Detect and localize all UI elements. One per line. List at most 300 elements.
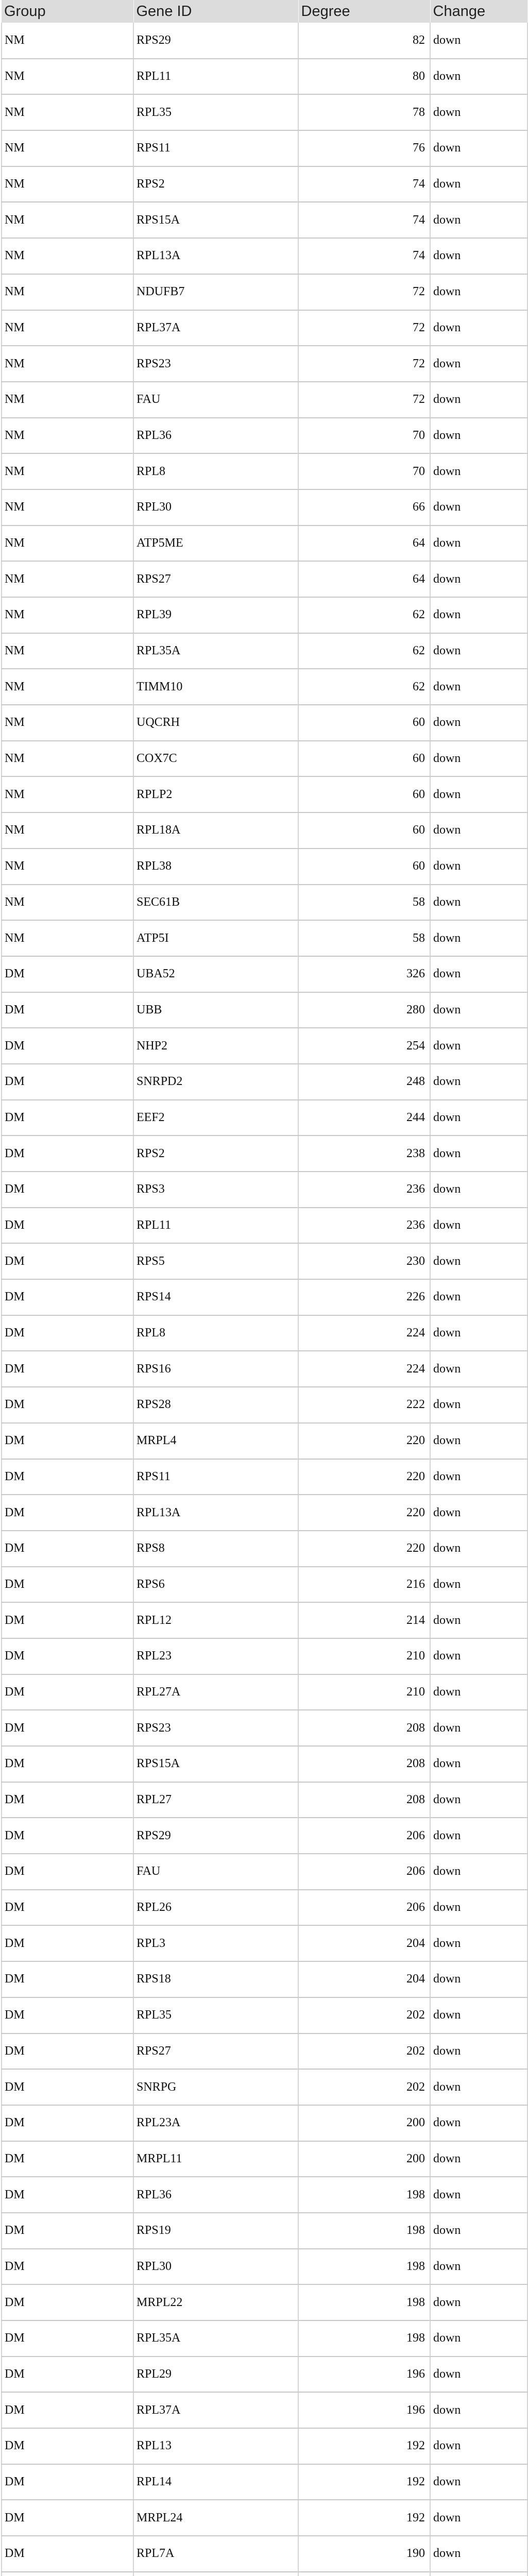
data-table [1, 0, 528, 2576]
cell-gene-id: NDUFB7 [133, 274, 298, 310]
table-row [2, 1567, 527, 1603]
cell-degree: 196 [298, 2392, 430, 2428]
cell-change: down [430, 2284, 527, 2320]
cell-degree [298, 2572, 430, 2576]
cell-degree: 60 [298, 812, 430, 849]
cell-degree: 58 [298, 920, 430, 956]
cell-group: DM [2, 2105, 133, 2141]
cell-change: down [430, 1136, 527, 1172]
cell-gene-id: RPS11 [133, 130, 298, 166]
cell-change: down [430, 956, 527, 992]
cell-degree: 236 [298, 1172, 430, 1208]
cell-gene-id: SNRPD2 [133, 1064, 298, 1100]
table-row [2, 526, 527, 562]
cell-group: NM [2, 238, 133, 274]
cell-degree: 230 [298, 1243, 430, 1279]
cell-gene-id: RPS6 [133, 1567, 298, 1603]
cell-change: down [430, 526, 527, 562]
cell-gene-id: SEC61B [133, 885, 298, 921]
cell-group: NM [2, 202, 133, 238]
cell-gene-id: ATP5I [133, 920, 298, 956]
cell-group: NM [2, 633, 133, 669]
cell-change: down [430, 885, 527, 921]
cell-gene-id: NHP2 [133, 1028, 298, 1064]
cell-degree: 60 [298, 741, 430, 777]
table-row [2, 2500, 527, 2536]
cell-change: down [430, 849, 527, 885]
cell-degree: 200 [298, 2141, 430, 2177]
cell-gene-id: MRPL22 [133, 2284, 298, 2320]
cell-change: down [430, 1423, 527, 1459]
table-row [2, 1243, 527, 1279]
cell-gene-id: RPL38 [133, 849, 298, 885]
cell-group: NM [2, 776, 133, 812]
cell-gene-id: RPS11 [133, 1459, 298, 1495]
cell-gene-id: RPS8 [133, 1531, 298, 1567]
cell-change: down [430, 1531, 527, 1567]
cell-group: NM [2, 59, 133, 95]
cell-group: DM [2, 1459, 133, 1495]
cell-gene-id: TIMM10 [133, 669, 298, 705]
cell-group: DM [2, 1531, 133, 1567]
table-row [2, 1710, 527, 1746]
cell-degree: 72 [298, 346, 430, 382]
cell-degree: 204 [298, 1961, 430, 1997]
table-row [2, 453, 527, 489]
table-row [2, 741, 527, 777]
cell-degree: 214 [298, 1602, 430, 1638]
cell-degree: 192 [298, 2428, 430, 2464]
cell-change: down [430, 705, 527, 741]
cell-group: NM [2, 705, 133, 741]
column-header-degree: Degree [298, 0, 430, 23]
cell-degree: 208 [298, 1746, 430, 1782]
cell-group: NM [2, 418, 133, 454]
cell-change: down [430, 597, 527, 633]
cell-change: down [430, 166, 527, 202]
cell-group: DM [2, 2249, 133, 2285]
cell-gene-id: RPLP2 [133, 776, 298, 812]
table-row [2, 94, 527, 130]
cell-change: down [430, 1746, 527, 1782]
table-row [2, 1100, 527, 1136]
cell-group: DM [2, 1028, 133, 1064]
cell-group: NM [2, 310, 133, 346]
table-row [2, 1495, 527, 1531]
cell-gene-id: EEF2 [133, 1100, 298, 1136]
cell-change: down [430, 1890, 527, 1926]
cell-gene-id: RPL27 [133, 1782, 298, 1818]
cell-degree: 206 [298, 1890, 430, 1926]
cell-degree: 200 [298, 2105, 430, 2141]
cell-gene-id: RPL30 [133, 489, 298, 526]
cell-group: NM [2, 669, 133, 705]
cell-group: DM [2, 1818, 133, 1854]
cell-group: DM [2, 1172, 133, 1208]
cell-change: down [430, 346, 527, 382]
table-row [2, 812, 527, 849]
cell-gene-id: RPL11 [133, 1208, 298, 1244]
table-row [2, 1674, 527, 1710]
cell-degree: 216 [298, 1567, 430, 1603]
table-row [2, 1028, 527, 1064]
table-row [2, 274, 527, 310]
table-row [2, 1459, 527, 1495]
cell-degree: 202 [298, 1997, 430, 2033]
cell-group: DM [2, 1710, 133, 1746]
cell-change [430, 2572, 527, 2576]
cell-gene-id: RPS29 [133, 1818, 298, 1854]
cell-degree: 78 [298, 94, 430, 130]
cell-degree: 198 [298, 2213, 430, 2249]
cell-gene-id [133, 2572, 298, 2576]
cell-gene-id: RPL35 [133, 1997, 298, 2033]
cell-degree: 74 [298, 166, 430, 202]
table-row [2, 1208, 527, 1244]
cell-group: NM [2, 94, 133, 130]
cell-gene-id: RPL37A [133, 2392, 298, 2428]
table-row [2, 1638, 527, 1674]
cell-change: down [430, 1387, 527, 1423]
table-row [2, 992, 527, 1028]
cell-gene-id: RPL39 [133, 597, 298, 633]
cell-degree: 70 [298, 453, 430, 489]
table-row [2, 2105, 527, 2141]
table-row [2, 130, 527, 166]
cell-change: down [430, 2392, 527, 2428]
cell-degree: 224 [298, 1315, 430, 1351]
cell-gene-id: RPS5 [133, 1243, 298, 1279]
cell-change: down [430, 1459, 527, 1495]
cell-change: down [430, 310, 527, 346]
cell-change: down [430, 1782, 527, 1818]
cell-group: DM [2, 2536, 133, 2572]
cell-gene-id: RPL35A [133, 2320, 298, 2357]
cell-degree: 64 [298, 561, 430, 597]
cell-degree: 62 [298, 633, 430, 669]
cell-change: down [430, 23, 527, 59]
cell-group: DM [2, 2428, 133, 2464]
cell-gene-id: UBB [133, 992, 298, 1028]
cell-group: NM [2, 885, 133, 921]
cell-gene-id: RPL36 [133, 2177, 298, 2213]
cell-change: down [430, 1925, 527, 1961]
cell-degree: 220 [298, 1459, 430, 1495]
cell-gene-id: RPS14 [133, 1279, 298, 1315]
cell-group: NM [2, 849, 133, 885]
cell-gene-id: RPS23 [133, 1710, 298, 1746]
cell-gene-id: RPL8 [133, 1315, 298, 1351]
cell-gene-id: MRPL4 [133, 1423, 298, 1459]
table-row [2, 382, 527, 418]
cell-group: DM [2, 2141, 133, 2177]
table-row [2, 849, 527, 885]
cell-group: DM [2, 1890, 133, 1926]
cell-gene-id: RPS27 [133, 2033, 298, 2070]
cell-degree: 198 [298, 2249, 430, 2285]
cell-gene-id: FAU [133, 1854, 298, 1890]
cell-group: DM [2, 2320, 133, 2357]
table-row [2, 2428, 527, 2464]
cell-change: down [430, 382, 527, 418]
cell-group: NM [2, 346, 133, 382]
table-row [2, 1890, 527, 1926]
cell-degree: 220 [298, 1423, 430, 1459]
cell-group: DM [2, 1674, 133, 1710]
cell-change: down [430, 992, 527, 1028]
cell-degree: 326 [298, 956, 430, 992]
table-row [2, 2033, 527, 2070]
cell-gene-id: RPL36 [133, 418, 298, 454]
cell-degree: 72 [298, 382, 430, 418]
cell-gene-id: RPL14 [133, 2464, 298, 2500]
cell-degree: 248 [298, 1064, 430, 1100]
cell-change: down [430, 1028, 527, 1064]
cell-gene-id: RPL35 [133, 94, 298, 130]
cell-group: DM [2, 1100, 133, 1136]
cell-change: down [430, 238, 527, 274]
cell-degree: 62 [298, 669, 430, 705]
cell-group: NM [2, 382, 133, 418]
cell-group: NM [2, 489, 133, 526]
cell-gene-id: RPL23A [133, 2105, 298, 2141]
cell-degree: 208 [298, 1710, 430, 1746]
cell-change: down [430, 59, 527, 95]
cell-group: NM [2, 812, 133, 849]
cell-group: NM [2, 920, 133, 956]
cell-change: down [430, 2177, 527, 2213]
cell-gene-id: RPL27A [133, 1674, 298, 1710]
cell-change: down [430, 1172, 527, 1208]
table-row [2, 1961, 527, 1997]
cell-change: down [430, 2213, 527, 2249]
cell-change: down [430, 1351, 527, 1387]
cell-degree: 224 [298, 1351, 430, 1387]
table-row [2, 202, 527, 238]
table-row [2, 705, 527, 741]
cell-gene-id: RPL13 [133, 2428, 298, 2464]
cell-group: NM [2, 274, 133, 310]
cell-gene-id: COX7C [133, 741, 298, 777]
cell-gene-id: RPL13A [133, 1495, 298, 1531]
table-row [2, 956, 527, 992]
cell-change: down [430, 1315, 527, 1351]
cell-degree: 80 [298, 59, 430, 95]
cell-group: DM [2, 1423, 133, 1459]
cell-degree: 226 [298, 1279, 430, 1315]
cell-group [2, 2572, 133, 2576]
cell-change: down [430, 274, 527, 310]
cell-gene-id: RPL11 [133, 59, 298, 95]
cell-degree: 72 [298, 310, 430, 346]
cell-degree: 210 [298, 1674, 430, 1710]
table-row [2, 418, 527, 454]
cell-change: down [430, 1674, 527, 1710]
cell-change: down [430, 1961, 527, 1997]
cell-change: down [430, 2033, 527, 2070]
cell-change: down [430, 2105, 527, 2141]
table-row [2, 1997, 527, 2033]
cell-group: DM [2, 1746, 133, 1782]
cell-degree: 208 [298, 1782, 430, 1818]
cell-degree: 74 [298, 202, 430, 238]
table-row [2, 1423, 527, 1459]
cell-degree: 196 [298, 2357, 430, 2393]
table-row [2, 2392, 527, 2428]
cell-group: DM [2, 1638, 133, 1674]
table-row [2, 489, 527, 526]
cell-gene-id: UBA52 [133, 956, 298, 992]
cell-group: NM [2, 561, 133, 597]
cell-group: NM [2, 130, 133, 166]
cell-change: down [430, 453, 527, 489]
cell-degree: 244 [298, 1100, 430, 1136]
cell-degree: 204 [298, 1925, 430, 1961]
cell-group: DM [2, 1782, 133, 1818]
table-row [2, 2177, 527, 2213]
cell-degree: 70 [298, 418, 430, 454]
table-row [2, 310, 527, 346]
cell-change: down [430, 2464, 527, 2500]
cell-degree: 64 [298, 526, 430, 562]
cell-degree: 220 [298, 1531, 430, 1567]
cell-group: DM [2, 1136, 133, 1172]
table-row [2, 1279, 527, 1315]
cell-group: DM [2, 1064, 133, 1100]
table-row [2, 669, 527, 705]
cell-group: DM [2, 2284, 133, 2320]
cell-change: down [430, 2249, 527, 2285]
cell-gene-id: RPS2 [133, 166, 298, 202]
table-row [2, 1387, 527, 1423]
cell-change: down [430, 1997, 527, 2033]
cell-group: DM [2, 1997, 133, 2033]
table-row [2, 2320, 527, 2357]
cell-degree: 72 [298, 274, 430, 310]
cell-degree: 58 [298, 885, 430, 921]
cell-group: DM [2, 1351, 133, 1387]
cell-group: DM [2, 1208, 133, 1244]
table-row [2, 561, 527, 597]
cell-gene-id: RPL7A [133, 2536, 298, 2572]
cell-gene-id: UQCRH [133, 705, 298, 741]
cell-group: DM [2, 2033, 133, 2070]
cell-degree: 66 [298, 489, 430, 526]
cell-change: down [430, 1602, 527, 1638]
cell-degree: 206 [298, 1854, 430, 1890]
cell-change: down [430, 489, 527, 526]
cell-gene-id: RPS28 [133, 1387, 298, 1423]
cell-change: down [430, 1638, 527, 1674]
table-row [2, 2069, 527, 2105]
table-row [2, 2464, 527, 2500]
cell-degree: 60 [298, 849, 430, 885]
cell-change: down [430, 741, 527, 777]
cell-change: down [430, 418, 527, 454]
cell-degree: 206 [298, 1818, 430, 1854]
cell-group: DM [2, 1243, 133, 1279]
cell-group: DM [2, 992, 133, 1028]
table-row [2, 2357, 527, 2393]
table-row [2, 1854, 527, 1890]
cell-change: down [430, 94, 527, 130]
cell-group: DM [2, 1961, 133, 1997]
table-row [2, 1064, 527, 1100]
cell-change: down [430, 812, 527, 849]
table-row [2, 23, 527, 59]
cell-change: down [430, 1243, 527, 1279]
cell-group: DM [2, 1602, 133, 1638]
cell-degree: 192 [298, 2500, 430, 2536]
cell-group: DM [2, 2213, 133, 2249]
column-header-group: Group [2, 0, 133, 23]
cell-degree: 62 [298, 597, 430, 633]
cell-change: down [430, 1495, 527, 1531]
table-row [2, 238, 527, 274]
cell-gene-id: RPL18A [133, 812, 298, 849]
cell-group: NM [2, 597, 133, 633]
cell-gene-id: RPS27 [133, 561, 298, 597]
table-row [2, 1818, 527, 1854]
cell-gene-id: RPL35A [133, 633, 298, 669]
cell-degree: 198 [298, 2284, 430, 2320]
cell-change: down [430, 1567, 527, 1603]
table-row [2, 166, 527, 202]
cell-gene-id: RPS19 [133, 2213, 298, 2249]
cell-gene-id: MRPL24 [133, 2500, 298, 2536]
cell-gene-id: RPS29 [133, 23, 298, 59]
table-row [2, 776, 527, 812]
cell-gene-id: RPL23 [133, 1638, 298, 1674]
cell-degree: 74 [298, 238, 430, 274]
table-row [2, 2572, 527, 2576]
cell-degree: 254 [298, 1028, 430, 1064]
cell-change: down [430, 2357, 527, 2393]
table-row [2, 346, 527, 382]
table-row [2, 1531, 527, 1567]
cell-change: down [430, 202, 527, 238]
cell-gene-id: FAU [133, 382, 298, 418]
table-row [2, 1315, 527, 1351]
cell-gene-id: RPS18 [133, 1961, 298, 1997]
cell-gene-id: RPL30 [133, 2249, 298, 2285]
cell-change: down [430, 2141, 527, 2177]
cell-gene-id: RPL37A [133, 310, 298, 346]
cell-change: down [430, 1064, 527, 1100]
cell-degree: 60 [298, 705, 430, 741]
cell-degree: 190 [298, 2536, 430, 2572]
cell-group: DM [2, 1495, 133, 1531]
cell-degree: 238 [298, 1136, 430, 1172]
table-row [2, 633, 527, 669]
cell-group: DM [2, 1387, 133, 1423]
cell-change: down [430, 130, 527, 166]
table-body [2, 23, 527, 2576]
cell-degree: 202 [298, 2033, 430, 2070]
table-row [2, 597, 527, 633]
cell-change: down [430, 2428, 527, 2464]
cell-change: down [430, 1818, 527, 1854]
table-row [2, 1351, 527, 1387]
cell-gene-id: RPS23 [133, 346, 298, 382]
cell-change: down [430, 2536, 527, 2572]
cell-degree: 280 [298, 992, 430, 1028]
table-row [2, 885, 527, 921]
cell-gene-id: RPL29 [133, 2357, 298, 2393]
cell-gene-id: RPS15A [133, 1746, 298, 1782]
table-row [2, 1136, 527, 1172]
cell-gene-id: RPL26 [133, 1890, 298, 1926]
